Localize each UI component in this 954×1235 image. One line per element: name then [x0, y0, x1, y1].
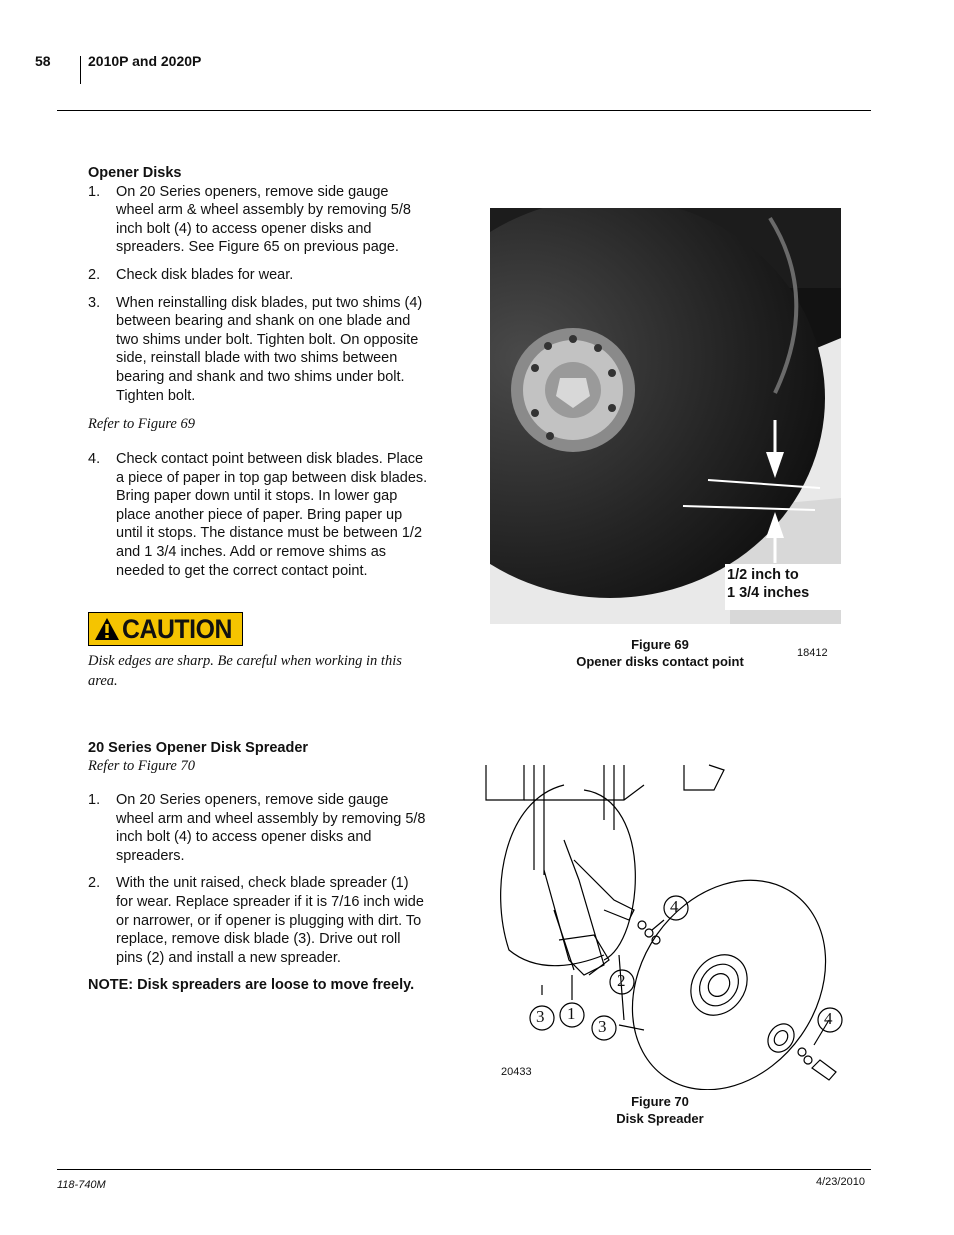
page-title: 2010P and 2020P [88, 53, 202, 69]
list-item: 1. On 20 Series openers, remove side gauge wheel arm & wheel assembly by removing 5/8 inch bolt (4) to access opener disks and spreaders. See Figure 65 on previous page. [88, 183, 411, 256]
steps-list [88, 183, 428, 406]
caution-badge [88, 612, 243, 646]
callout-2: 2 [617, 971, 626, 990]
callout-1: 1 [567, 1004, 576, 1023]
doc-number: 118-740M [57, 1179, 106, 1191]
callout-3: 3 [536, 1007, 545, 1026]
figure-70-caption: Figure 70 Disk Spreader [616, 1094, 704, 1126]
section-heading: Opener Disks [88, 165, 182, 181]
list-item: 1. On 20 Series openers, remove side gauge wheel arm and wheel assembly by removing 5/8 inch bolt (4) to access opener disks and spreaders. [88, 792, 426, 864]
callout-3: 3 [598, 1017, 607, 1036]
header-divider [80, 56, 81, 84]
section-spreader-steps [88, 791, 428, 995]
warning-triangle-icon [94, 617, 120, 641]
figure-reference: Refer to Figure 70 [88, 758, 195, 774]
measurement-label: 1/2 inch to 1 3/4 inches [727, 567, 810, 601]
figure-69-photo [490, 208, 841, 624]
caution-label: CAUTION [122, 614, 232, 644]
figure-70-id: 20433 [501, 1066, 532, 1078]
figure-70-drawing [484, 760, 854, 1090]
step-4-block [88, 450, 428, 580]
doc-date: 4/23/2010 [816, 1176, 865, 1188]
note-text: NOTE: Disk spreaders are loose to move freely. [88, 977, 415, 994]
section-opener-disks [88, 164, 428, 405]
header-rule [57, 110, 871, 111]
caution-text: Disk edges are sharp. Be careful when working in this area. [88, 653, 402, 689]
figure-reference: Refer to Figure 69 [88, 416, 195, 432]
page-number: 58 [35, 53, 51, 69]
list-item: 4. Check contact point between disk blades. Place a piece of paper in top gap between disk blades. Bring paper down until it stops. In lower gap place another piece of paper. Bring paper up until it stops. The distance must be between 1/2 and 1 3/4 inches. Add or remove shims as needed to get the correct contact point. [88, 451, 428, 579]
list-item: 3. When reinstalling disk blades, put two shims (4) between bearing and shank on one blade and two shims under bolt. Tighten bolt. On opposite side, reinstall blade with two shims between bearing and shank and two shims under bolt. Tighten bolt. [88, 294, 423, 404]
section-heading: 20 Series Opener Disk Spreader [88, 740, 309, 756]
footer-rule [57, 1169, 871, 1170]
figure-69-caption: Figure 69 Opener disks contact point [576, 637, 744, 669]
list-item: 2. Check disk blades for wear. [88, 266, 294, 283]
figure-69-id: 18412 [797, 647, 828, 659]
list-item: 2. With the unit raised, check blade spreader (1) for wear. Replace spreader if it is 7/16 inch wide or narrower, or if opener is plugging with dirt. To replace, remove disk blade (3). Drive out roll pins (2) and install a new spreader. [88, 875, 424, 966]
callout-4: 4 [670, 897, 679, 916]
callout-4: 4 [824, 1009, 833, 1028]
